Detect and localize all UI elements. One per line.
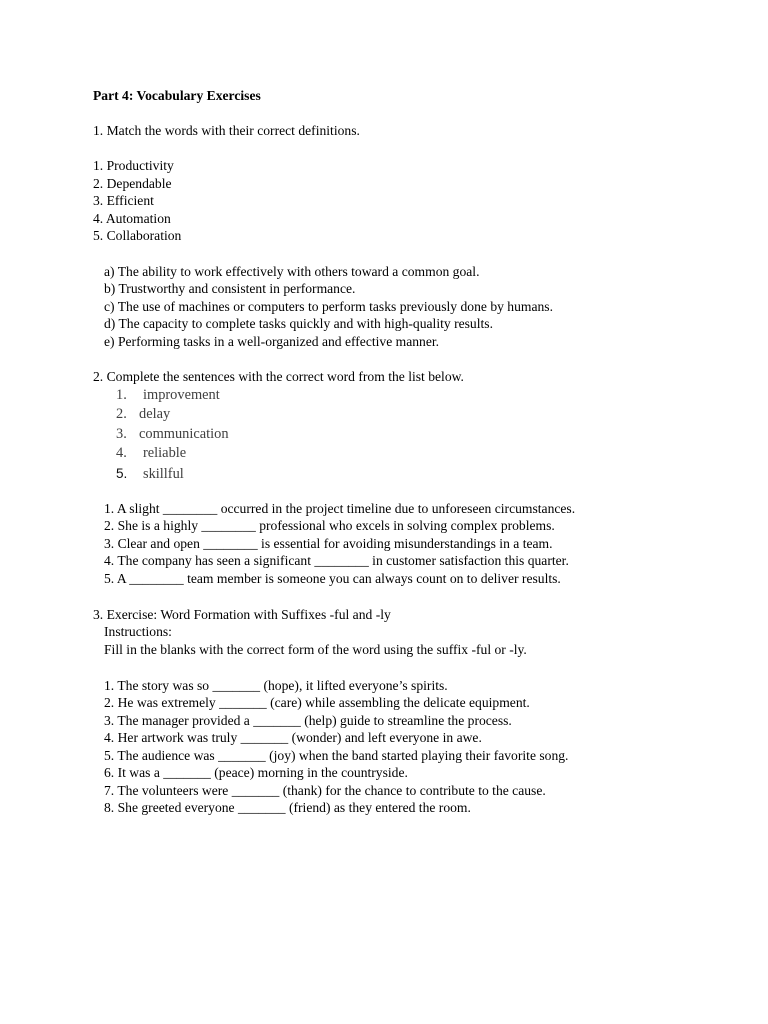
suffix-sentence-item: 2. He was extremely _______ (care) while assembling the delicate equipment. xyxy=(104,695,530,710)
suffix-sentence-item: 8. She greeted everyone _______ (friend) as they entered the room. xyxy=(104,800,471,815)
word-list-number: 5. xyxy=(116,465,128,481)
match-word-item: 3. Efficient xyxy=(93,193,154,208)
suffix-sentence-item: 7. The volunteers were _______ (thank) for the chance to contribute to the cause. xyxy=(104,782,546,798)
match-word-item: 2. Dependable xyxy=(93,175,172,191)
exercise-1-heading: 1. Match the words with their correct definitions. xyxy=(93,123,360,138)
word-list-word: communication xyxy=(139,425,229,442)
word-list-item xyxy=(116,387,220,404)
match-word-item: 5. Collaboration xyxy=(93,228,182,243)
page-title: Part 4: Vocabulary Exercises xyxy=(93,88,261,103)
fill-sentence-item: 3. Clear and open ________ is essential for avoiding misunderstandings in a team. xyxy=(104,535,553,551)
word-list-word: skillful xyxy=(143,465,184,482)
instructions-label: Instructions: xyxy=(104,624,172,639)
word-list-item xyxy=(116,426,229,443)
suffix-sentence-item: 6. It was a _______ (peace) morning in the countryside. xyxy=(104,765,408,780)
word-list-number: 2. xyxy=(116,406,127,422)
fill-sentence-item: 1. A slight ________ occurred in the project timeline due to unforeseen circumstances. xyxy=(104,500,576,516)
word-list-item xyxy=(116,465,184,483)
definition-item: c) The use of machines or computers to perform tasks previously done by humans. xyxy=(104,298,553,314)
definition-item: b) Trustworthy and consistent in performance. xyxy=(104,281,356,296)
exercise-2-heading: 2. Complete the sentences with the correct word from the list below. xyxy=(93,369,464,384)
word-list-item xyxy=(116,445,186,462)
word-list-number: 1. xyxy=(116,387,127,403)
match-word-item: 1. Productivity xyxy=(93,158,174,173)
word-list-item xyxy=(116,406,170,423)
fill-sentence-item: 2. She is a highly ________ professional who excels in solving complex problems. xyxy=(104,518,555,533)
fill-sentence-item: 5. A ________ team member is someone you can always count on to deliver results. xyxy=(104,570,561,586)
suffix-sentence-item: 4. Her artwork was truly _______ (wonder) and left everyone in awe. xyxy=(104,730,482,745)
fill-sentence-item: 4. The company has seen a significant ________ in customer satisfaction this quarter. xyxy=(104,553,569,568)
definition-item: a) The ability to work effectively with others toward a common goal. xyxy=(104,263,480,279)
instructions-text: Fill in the blanks with the correct form of the word using the suffix -ful or -ly. xyxy=(104,642,527,657)
word-list-number: 4. xyxy=(116,445,127,461)
word-list-word: improvement xyxy=(143,387,220,403)
word-list-word: delay xyxy=(139,406,171,422)
definition-item: d) The capacity to complete tasks quickly and with high-quality results. xyxy=(104,316,493,331)
exercise-3-heading: 3. Exercise: Word Formation with Suffixes -ful and -ly xyxy=(93,606,391,622)
word-list-number: 3. xyxy=(116,425,127,442)
suffix-sentence-item: 5. The audience was _______ (joy) when the band started playing their favorite song. xyxy=(104,747,569,763)
definition-item: e) Performing tasks in a well-organized and effective manner. xyxy=(104,333,440,349)
word-list-word: reliable xyxy=(143,445,187,461)
suffix-sentence-item: 1. The story was so _______ (hope), it lifted everyone’s spirits. xyxy=(104,677,448,693)
suffix-sentence-item: 3. The manager provided a _______ (help) guide to streamline the process. xyxy=(104,712,512,728)
match-word-item: 4. Automation xyxy=(93,210,171,226)
